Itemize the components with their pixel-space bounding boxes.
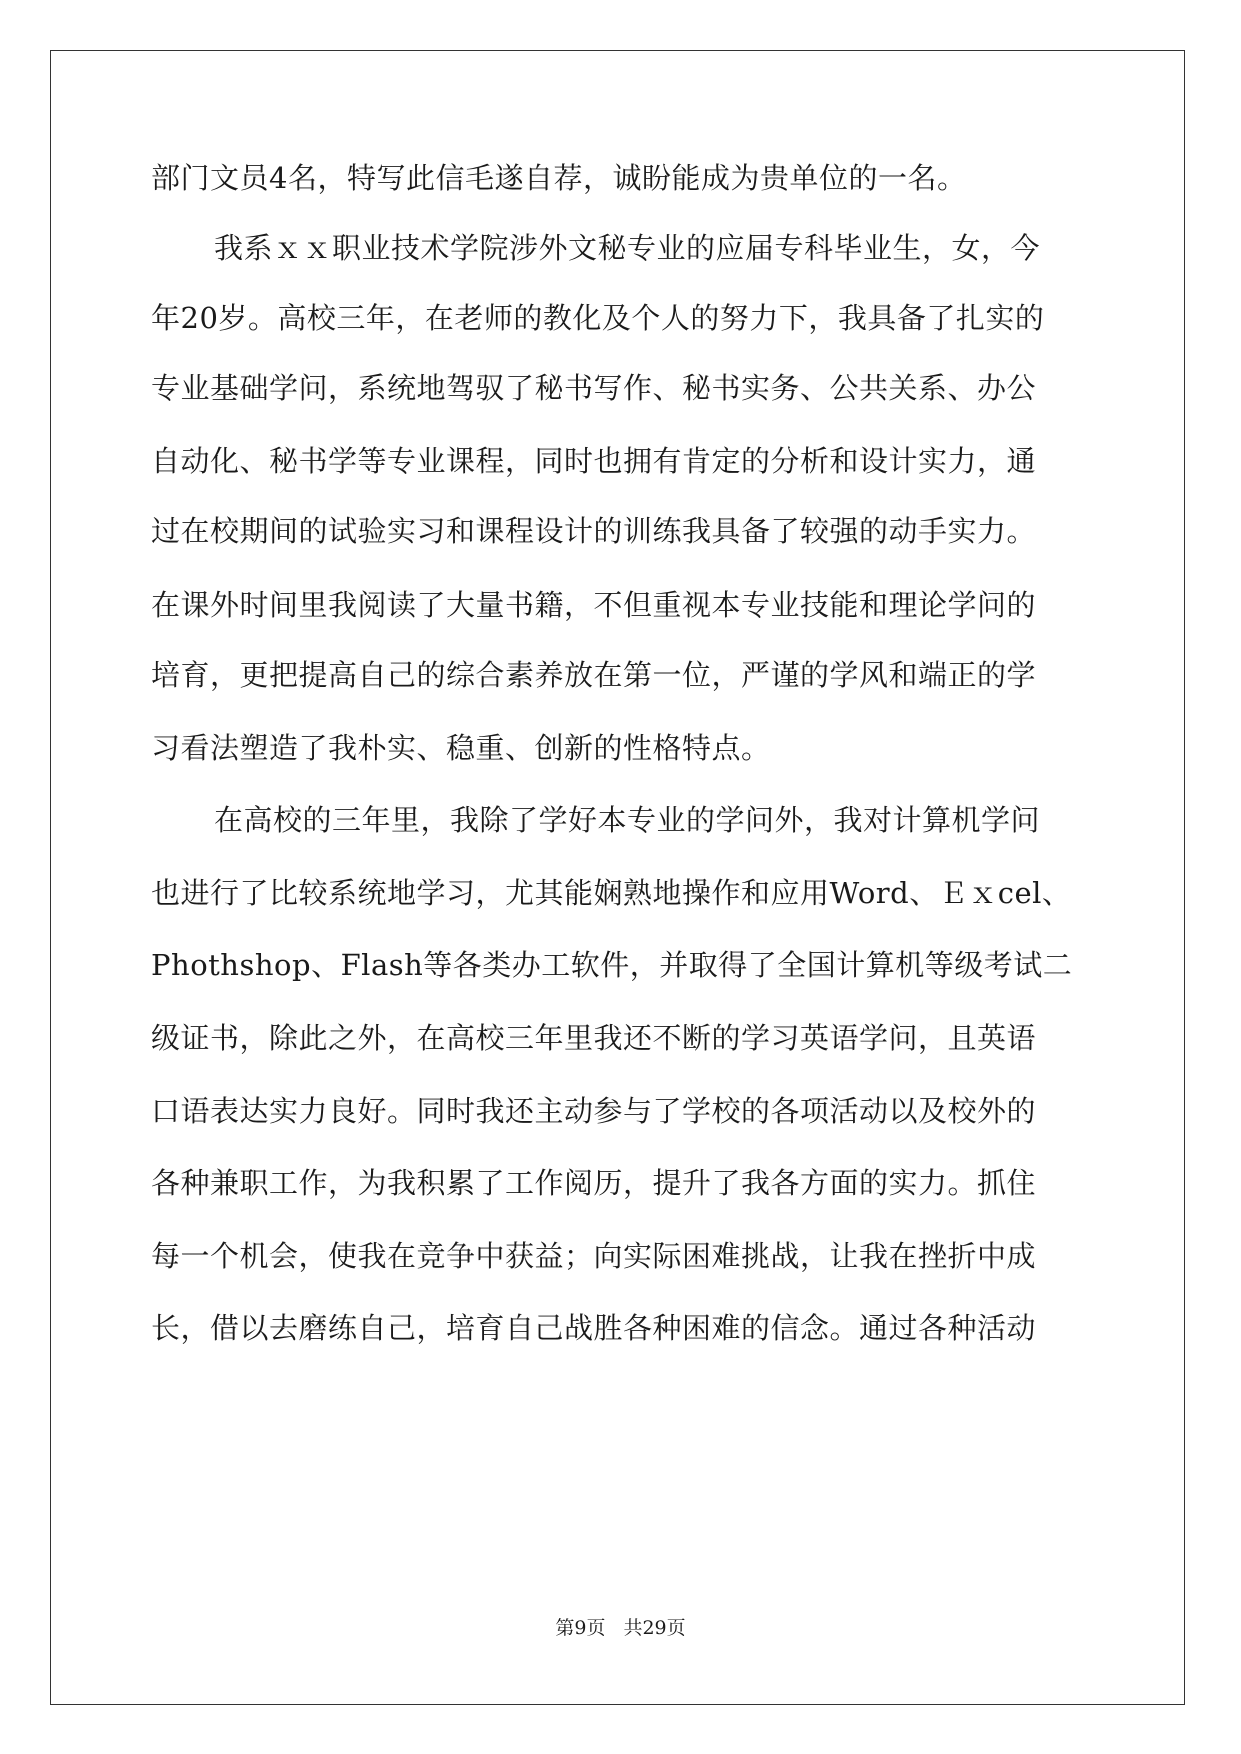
body-line: 自动化、秘书学等专业课程，同时也拥有肯定的分析和设计实力，通 <box>151 444 1037 478</box>
body-line: 每一个机会，使我在竞争中获益；向实际困难挑战，让我在挫折中成 <box>151 1239 1037 1273</box>
body-line: 我系ｘｘ职业技术学院涉外文秘专业的应届专科毕业生，女，今 <box>214 231 1041 265</box>
body-line: 各种兼职工作，为我积累了工作阅历，提升了我各方面的实力。抓住 <box>151 1166 1037 1200</box>
body-line: 也进行了比较系统地学习，尤其能娴熟地操作和应用Word、Ｅｘcel、 <box>151 876 1072 910</box>
body-line: 过在校期间的试验实习和课程设计的训练我具备了较强的动手实力。 <box>151 514 1037 548</box>
page-current: 第9页 <box>555 1617 606 1639</box>
body-line: 长，借以去磨练自己，培育自己战胜各种困难的信念。通过各种活动 <box>151 1311 1037 1345</box>
body-line: 专业基础学问，系统地驾驭了秘书写作、秘书实务、公共关系、办公 <box>151 371 1037 405</box>
body-line: Phothshop、Flash等各类办工软件，并取得了全国计算机等级考试二 <box>151 948 1073 982</box>
body-line: 级证书，除此之外，在高校三年里我还不断的学习英语学问，且英语 <box>151 1021 1037 1055</box>
body-line: 口语表达实力良好。同时我还主动参与了学校的各项活动以及校外的 <box>151 1094 1037 1128</box>
body-line: 年20岁。高校三年，在老师的教化及个人的努力下，我具备了扎实的 <box>151 301 1045 335</box>
body-line: 在高校的三年里，我除了学好本专业的学问外，我对计算机学问 <box>214 803 1041 837</box>
page-footer <box>0 1616 1241 1640</box>
body-line: 在课外时间里我阅读了大量书籍，不但重视本专业技能和理论学问的 <box>151 588 1037 622</box>
body-line: 部门文员4名，特写此信毛遂自荐，诚盼能成为贵单位的一名。 <box>151 161 967 195</box>
body-line: 习看法塑造了我朴实、稳重、创新的性格特点。 <box>151 731 771 765</box>
page-total: 共29页 <box>623 1617 686 1639</box>
body-line: 培育，更把提高自己的综合素养放在第一位，严谨的学风和端正的学 <box>151 658 1037 692</box>
